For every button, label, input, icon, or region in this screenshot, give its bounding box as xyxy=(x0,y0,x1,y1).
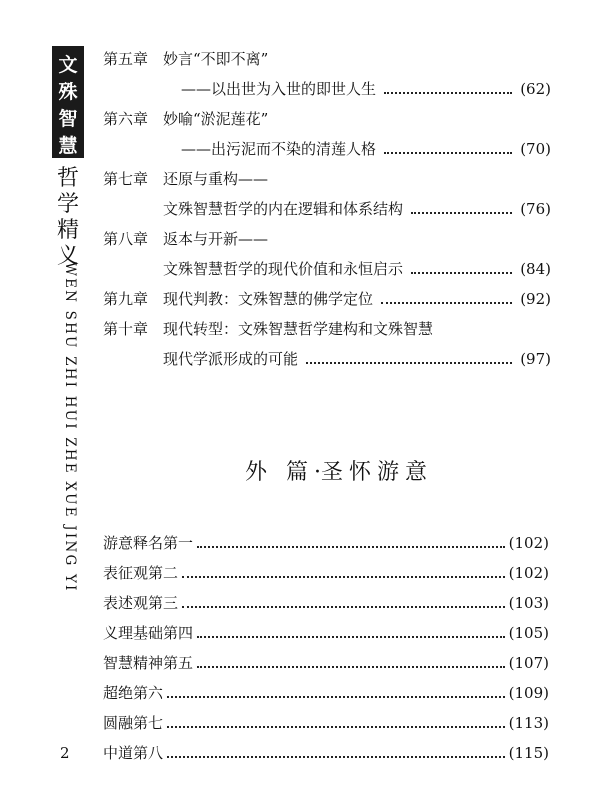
leader-dots xyxy=(381,284,512,304)
badge-char: 殊 xyxy=(58,81,78,103)
leader-dots xyxy=(167,678,505,698)
chapter-list xyxy=(103,44,551,374)
chapter-subtitle-row[interactable] xyxy=(103,254,551,284)
list-item[interactable] xyxy=(103,678,549,708)
leader-dots xyxy=(167,708,505,728)
chapter-title: 现代转型：文殊智慧哲学建构和文殊智慧 xyxy=(163,320,434,338)
book-title-badge xyxy=(52,46,84,158)
romanized-title-text: WEN SHU ZHI HUI ZHE XUE JING YI xyxy=(62,262,78,593)
leader-dots xyxy=(167,738,505,758)
chapter-subtitle-row[interactable] xyxy=(103,74,551,104)
chapter-subtitle: 文殊智慧哲学的现代价值和永恒启示 xyxy=(163,260,404,278)
chapter-number: 第七章 xyxy=(103,170,149,188)
chapter-page: (97) xyxy=(520,350,551,368)
chapter-number: 第六章 xyxy=(103,110,149,128)
leader-dots xyxy=(182,588,505,608)
chapter-page: (70) xyxy=(520,140,551,158)
section-entry-list xyxy=(103,528,549,768)
entry-page: (102) xyxy=(508,534,549,552)
section-separator: · xyxy=(314,460,321,485)
leader-dots xyxy=(384,74,512,94)
sidebar xyxy=(52,46,86,270)
section-part: 外 篇 xyxy=(245,460,314,485)
book-subtitle xyxy=(52,166,84,270)
leader-dots xyxy=(182,558,505,578)
chapter-number: 第十章 xyxy=(103,320,149,338)
entry-page: (102) xyxy=(508,564,549,582)
entry-page: (113) xyxy=(508,714,549,732)
chapter-number: 第八章 xyxy=(103,230,149,248)
list-item[interactable] xyxy=(103,558,549,588)
entry-title: 智慧精神第五 xyxy=(103,654,194,672)
leader-dots xyxy=(384,134,512,154)
chapter-subtitle: ——以出世为入世的即世人生 xyxy=(181,80,377,98)
chapter-page: (62) xyxy=(520,80,551,98)
chapter-subtitle: 文殊智慧哲学的内在逻辑和体系结构 xyxy=(163,200,404,218)
list-item[interactable] xyxy=(103,738,549,768)
chapter-row[interactable] xyxy=(103,284,551,314)
chapter-title: 还原与重构—— xyxy=(163,170,269,188)
leader-dots xyxy=(411,194,512,214)
chapter-subtitle-row[interactable] xyxy=(103,344,551,374)
list-item[interactable] xyxy=(103,588,549,618)
list-item[interactable] xyxy=(103,708,549,738)
entry-page: (115) xyxy=(508,744,549,762)
entry-title: 圆融第七 xyxy=(103,714,164,732)
badge-char: 智 xyxy=(58,108,78,130)
leader-dots xyxy=(306,344,512,364)
subtitle-char: 哲 xyxy=(56,166,79,191)
chapter-title: 返本与开新—— xyxy=(163,230,269,248)
section-name: 圣怀游意 xyxy=(321,460,434,485)
chapter-subtitle: 现代学派形成的可能 xyxy=(163,350,299,368)
chapter-row[interactable] xyxy=(103,44,551,74)
chapter-row[interactable] xyxy=(103,104,551,134)
chapter-page: (92) xyxy=(520,290,551,308)
list-item[interactable] xyxy=(103,648,549,678)
list-item[interactable] xyxy=(103,618,549,648)
romanized-title xyxy=(56,262,82,677)
leader-dots xyxy=(197,528,505,548)
chapter-number: 第九章 xyxy=(103,290,149,308)
entry-title: 义理基础第四 xyxy=(103,624,194,642)
chapter-number: 第五章 xyxy=(103,50,149,68)
subtitle-char: 义 xyxy=(56,244,79,269)
page-number: 2 xyxy=(60,744,70,762)
entry-page: (105) xyxy=(508,624,549,642)
badge-char: 慧 xyxy=(58,135,78,157)
entry-title: 超绝第六 xyxy=(103,684,164,702)
chapter-title: 妙言“不即不离” xyxy=(163,50,269,68)
badge-char: 文 xyxy=(58,54,78,76)
chapter-subtitle-row[interactable] xyxy=(103,194,551,224)
entry-title: 中道第八 xyxy=(103,744,164,762)
entry-title: 表述观第三 xyxy=(103,594,179,612)
chapter-row[interactable] xyxy=(103,164,551,194)
chapter-row[interactable] xyxy=(103,224,551,254)
chapter-row[interactable] xyxy=(103,314,551,344)
chapter-title: 妙喻“淤泥莲花” xyxy=(163,110,269,128)
list-item[interactable] xyxy=(103,528,549,558)
chapter-page: (76) xyxy=(520,200,551,218)
subtitle-char: 学 xyxy=(56,192,79,217)
entry-page: (107) xyxy=(508,654,549,672)
entry-page: (103) xyxy=(508,594,549,612)
subtitle-char: 精 xyxy=(56,218,79,243)
chapter-subtitle: ——出污泥而不染的清莲人格 xyxy=(181,140,377,158)
entry-title: 表征观第二 xyxy=(103,564,179,582)
leader-dots xyxy=(197,648,505,668)
section-heading xyxy=(245,455,433,486)
chapter-page: (84) xyxy=(520,260,551,278)
chapter-subtitle-row[interactable] xyxy=(103,134,551,164)
leader-dots xyxy=(411,254,512,274)
entry-page: (109) xyxy=(508,684,549,702)
leader-dots xyxy=(197,618,505,638)
entry-title: 游意释名第一 xyxy=(103,534,194,552)
chapter-title: 现代判教：文殊智慧的佛学定位 xyxy=(163,290,374,308)
